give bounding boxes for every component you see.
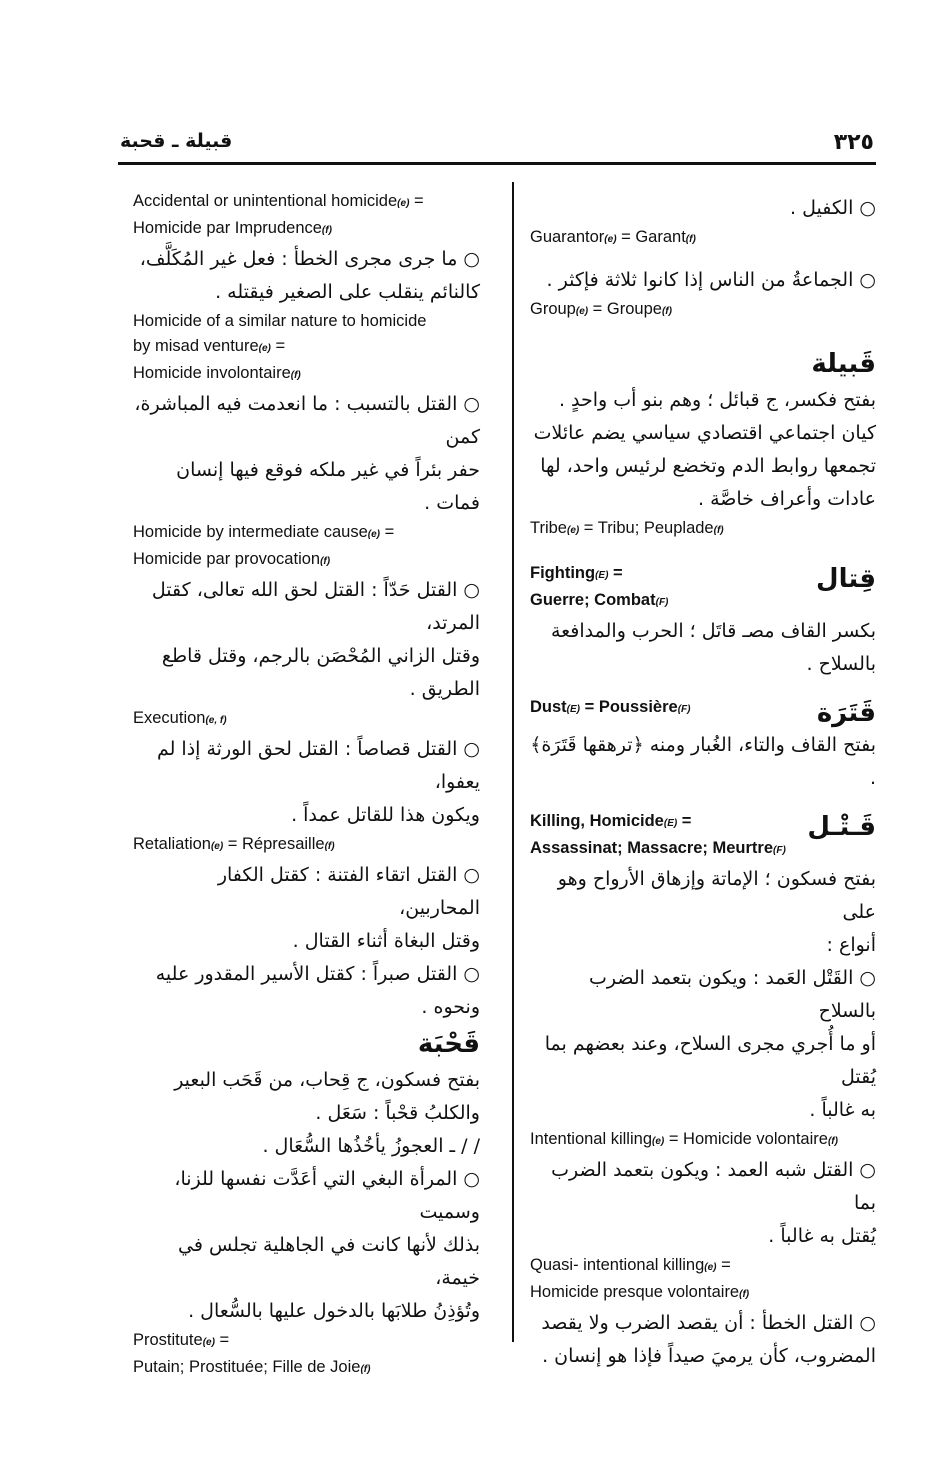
translation-line: Homicide involontaire(f) <box>133 364 301 382</box>
definition-line: والكلبُ قحْباً : سَعَل . <box>315 1102 480 1124</box>
translation-line: Intentional killing(e) = Homicide volontaire(f) <box>530 1130 838 1148</box>
definition-line: ○ المرأة البغي التي أعَدَّت نفسها للزنا، وسميت <box>174 1168 480 1223</box>
definition-line: وقتل الزاني المُحْصَن بالرجم، وقتل قاطع <box>161 645 480 667</box>
definition-line: كالنائم ينقلب على الصغير فيقتله . <box>215 281 480 303</box>
definition-line: المضروب، كأن يرميَ صيداً فإذا هو إنسان . <box>542 1345 876 1367</box>
definition-line: ○ القتل حَدّاً : القتل لحق الله تعالى، كقتل المرتد، <box>151 579 480 634</box>
definition-line: ○ القتل بالتسبب : ما انعدمت فيه المباشرة، كمن <box>134 393 480 448</box>
translation-line: Homicide of a similar nature to homicide <box>133 312 427 330</box>
definition-line: وقتل البغاة أثناء القتال . <box>292 930 480 952</box>
right-column <box>530 192 876 1373</box>
header-rule <box>118 162 876 165</box>
running-title: قبيلة ـ قحبة <box>120 130 233 152</box>
definition-line: ○ القتل قصاصاً : القتل لحق الورثة إذا لم يعفوا، <box>156 738 480 793</box>
translation-line: Homicide by intermediate cause(e) = <box>133 523 395 541</box>
headword-qahba: قَحْبَة <box>417 1029 480 1059</box>
definition-line: ○ القتل الخطأ : أن يقصد الضرب ولا يقصد <box>541 1312 876 1334</box>
translation-line: Homicide presque volontaire(f) <box>530 1283 750 1301</box>
translation-line: Group(e) = Groupe(f) <box>530 300 672 318</box>
translation-line: Execution(e, f) <box>133 709 227 727</box>
definition-line: / / ـ العجوزُ يأخُذُها السُّعَال . <box>262 1135 480 1157</box>
translation-line: Prostitute(e) = <box>133 1331 230 1349</box>
headword-qatara: قَتَرَة <box>816 698 876 728</box>
entry-qatl <box>530 809 876 863</box>
definition-line: وتُؤذِنُ طلابَها بالدخول عليها بالسُّعال . <box>188 1300 480 1322</box>
definition-line: ○ الكفيل . <box>790 197 876 219</box>
definition-line: به غالباً . <box>809 1099 876 1121</box>
translation-line: Guarantor(e) = Garant(f) <box>530 228 696 246</box>
page-number: ٣٢٥ <box>833 130 874 155</box>
translation-line: by misad venture(e) = <box>133 337 286 355</box>
translation-line: Fighting(E) = <box>530 564 623 582</box>
translation-line: Dust(E) = Poussière(F) <box>530 698 691 716</box>
definition-line: الطريق . <box>409 678 480 700</box>
column-divider <box>512 182 514 1342</box>
translation-line: Killing, Homicide(E) = <box>530 812 692 830</box>
definition-line: ○ القتل صبراً : كقتل الأسير المقدور عليه ونحوه . <box>155 963 480 1018</box>
definition-line: تجمعها روابط الدم وتخضع لرئيس واحد، لها <box>540 455 876 477</box>
translation-line: Accidental or unintentional homicide(e) = <box>133 192 424 210</box>
translation-line: Homicide par provocation(f) <box>133 550 331 568</box>
headword-qabila: قَبيلة <box>811 349 876 379</box>
definition-line: ○ القتل اتقاء الفتنة : كقتل الكفار المحاربين، <box>217 864 480 919</box>
headword-qital: قِتال <box>816 564 876 594</box>
translation-line: Guerre; Combat(F) <box>530 591 669 609</box>
definition-line: ويكون هذا للقاتل عمداً . <box>291 804 480 826</box>
definition-line: أو ما أُجري مجرى السلاح، وعند بعضهم بما يُقتل <box>544 1033 876 1088</box>
definition-line: بالسلاح . <box>806 653 876 675</box>
definition-line: يُقتل به غالباً . <box>768 1225 876 1247</box>
definition-line: حفر بئراً في غير ملكه فوقع فيها إنسان فمات . <box>176 459 480 514</box>
headword-qatl: قَـتْـل <box>807 812 876 842</box>
left-column <box>133 189 480 1382</box>
definition-line: ○ القَتْل العَمد : ويكون بتعمد الضرب بالسلاح <box>589 967 876 1022</box>
definition-line: أنواع : <box>826 934 876 956</box>
definition-line: بذلك لأنها كانت في الجاهلية تجلس في خيمة، <box>177 1234 480 1289</box>
definition-line: بكسر القاف مصـ قاتَل ؛ الحرب والمدافعة <box>550 620 876 642</box>
definition-line: ○ ما جرى مجرى الخطأ : فعل غير المُكَلَّف، <box>139 248 480 270</box>
translation-line: Homicide par Imprudence(f) <box>133 219 332 237</box>
definition-line: بفتح فسكون، ج قِحاب، من قَحَب البعير <box>174 1069 480 1091</box>
definition-line: عادات وأعراف خاصَّة . <box>697 488 876 510</box>
definition-line: ○ القتل شبه العمد : ويكون بتعمد الضرب بما <box>551 1159 876 1214</box>
definition-line: ○ الجماعةُ من الناس إذا كانوا ثلاثة فإكثر . <box>546 269 876 291</box>
entry-qatara <box>530 695 876 729</box>
translation-line: Retaliation(e) = Répresaille(f) <box>133 835 335 853</box>
translation-line: Putain; Prostituée; Fille de Joie(f) <box>133 1358 371 1376</box>
definition-line: بفتح فكسر، ج قبائل ؛ وهم بنو أب واحدٍ . <box>558 389 876 411</box>
definition-line: بفتح القاف والتاء، الغُبار ومنه ﴿ترهقها قَتَرَة﴾ . <box>530 734 876 789</box>
definition-line: كيان اجتماعي اقتصادي سياسي يضم عائلات <box>533 422 876 444</box>
translation-line: Quasi- intentional killing(e) = <box>530 1256 731 1274</box>
translation-line: Tribe(e) = Tribu; Peuplade(f) <box>530 519 724 537</box>
definition-line: بفتح فسكون ؛ الإماتة وإزهاق الأرواح وهو على <box>557 868 876 923</box>
entry-qital <box>530 561 876 615</box>
translation-line: Assassinat; Massacre; Meurtre(F) <box>530 839 786 857</box>
